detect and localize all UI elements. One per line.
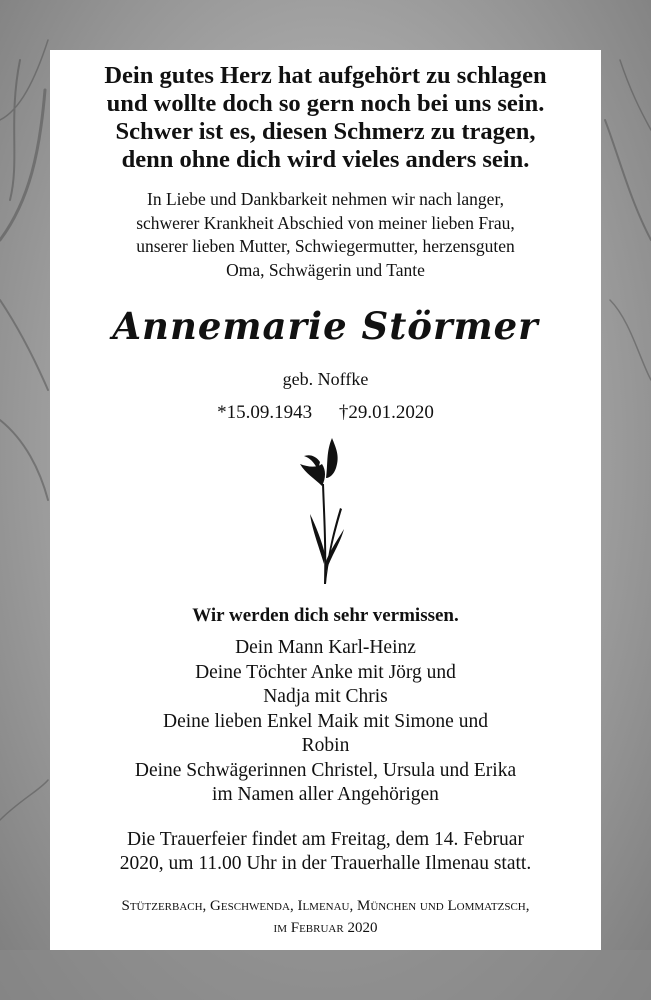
family-list [64,636,587,808]
poem [64,62,587,174]
poem-line: Schwer ist es, diesen Schmerz zu tragen, [115,118,536,145]
poem-line: Dein gutes Herz hat aufgehört zu schlagen [104,62,547,89]
family-line: im Namen aller Angehörigen [212,784,439,805]
intro-line: schwerer Krankheit Abschied von meiner lieben Frau, [136,212,515,233]
intro-line: unserer lieben Mutter, Schwiegermutter, herzensguten [136,236,515,256]
death-date: †29.01.2020 [338,402,434,423]
life-dates [64,402,587,424]
family-line: Deine Schwägerinnen Christel, Ursula und Erika [134,759,517,781]
family-line: Dein Mann Karl-Heinz [235,637,416,658]
poem-line: und wollte doch so gern noch bei uns sein. [106,90,545,117]
ceremony-line: Die Trauerfeier findet am Freitag, dem 14. Februar [127,828,524,850]
birth-name: geb. Noffke [282,369,369,389]
birth-date: *15.09.1943 [217,402,313,423]
family-line: Robin [301,735,350,756]
deceased-name: Annemarie Störmer [112,304,539,348]
obituary-card [50,50,601,950]
family-line: Deine lieben Enkel Maik mit Simone und [163,710,488,732]
miss-line: Wir werden dich sehr vermissen. [192,605,459,626]
intro-line: In Liebe und Dankbarkeit nehmen wir nach langer, [147,189,504,209]
family-line: Nadja mit Chris [263,686,388,707]
intro-text [64,188,587,282]
places-line: Stützerbach, Geschwenda, Ilmenau, München und Lommatzsch, [121,897,530,914]
family-line: Deine Töchter Anke mit Jörg und [195,661,456,683]
ceremony-line: 2020, um 11.00 Uhr in der Trauerhalle Ilmenau statt. [119,853,532,874]
poem-line: denn ohne dich wird vieles anders sein. [121,146,530,173]
date-line: im Februar 2020 [273,919,378,936]
intro-line: Oma, Schwägerin und Tante [226,259,425,280]
ceremony-info [64,828,587,877]
calla-lily-icon [296,434,356,584]
